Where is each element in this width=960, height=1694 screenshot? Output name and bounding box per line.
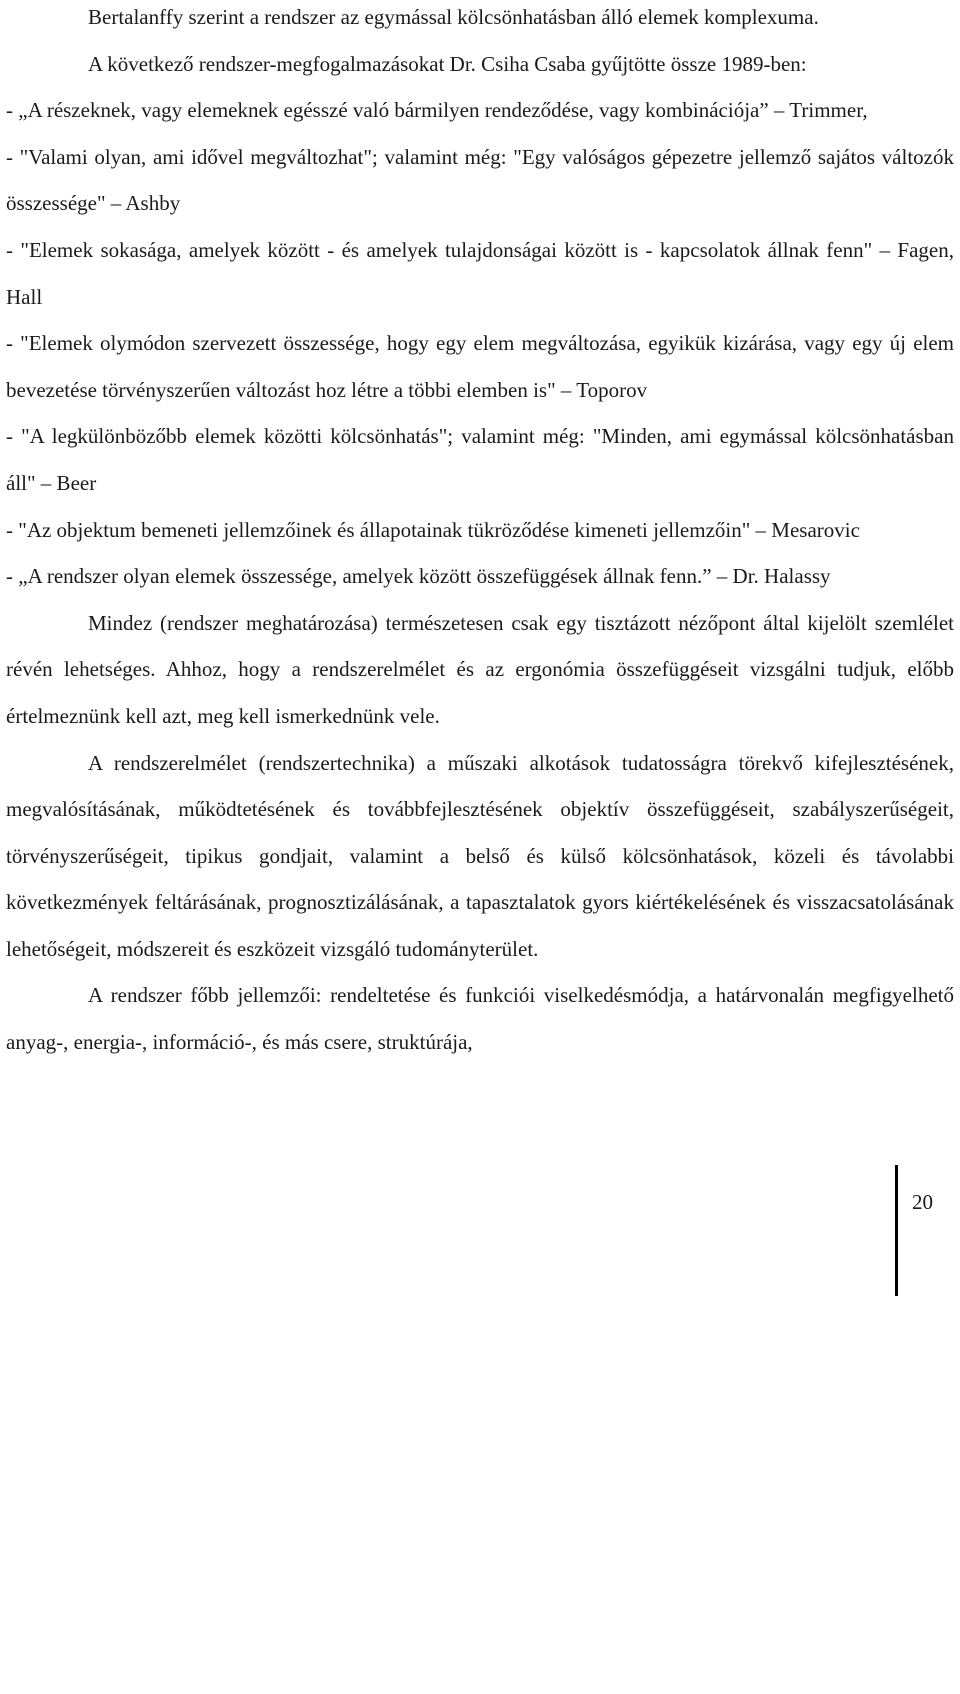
document-body — [6, 0, 954, 1066]
paragraph-bertalanffy-definition: Bertalanffy szerint a rendszer az egymással kölcsönhatásban álló elemek komplexuma. — [88, 5, 819, 29]
paragraph-viewpoint: Mindez (rendszer meghatározása) természetesen csak egy tisztázott nézőpont által kijelölt szemlélet révén lehetséges. Ahhoz, hogy a rendszerelmélet és az ergonómia összefüggéseit vizsgálni tudjuk, előbb értelmeznünk kell azt, meg kell ismerkednünk vele. — [6, 610, 954, 728]
definition-item-halassy: - „A rendszer olyan elemek összessége, amelyek között összefüggések állnak fenn.” – Dr. Halassy — [6, 564, 831, 589]
definition-item-ashby: - "Valami olyan, ami idővel megváltozhat"; valamint még: "Egy valóságos gépezetre jellemző sajátos változók összessége" – Ashby — [6, 144, 954, 216]
page-number: 20 — [912, 1190, 933, 1214]
definition-item-trimmer: - „A részeknek, vagy elemeknek egésszé való bármilyen rendeződése, vagy kombinációja” – Trimmer, — [6, 98, 868, 123]
paragraph-systems-theory: A rendszerelmélet (rendszertechnika) a műszaki alkotások tudatosságra törekvő kifejlesztésének, megvalósításának, működtetésének és továbbfejlesztésének objektív összefüggéseit, szabályszerűségeit, törvényszerűségeit, tipikus gondjait, valamint a belső és külső kölcsönhatások, közeli és távolabbi következmények feltárásának, prognosztizálásának, a tapasztalatok gyors kiértékelésének és visszacsatolásának lehetőségeit, módszereit és eszközeit vizsgáló tudományterület. — [6, 750, 954, 961]
paragraph-csiha-intro: A következő rendszer-megfogalmazásokat Dr. Csiha Csaba gyűjtötte össze 1989-ben: — [88, 51, 807, 76]
definition-item-mesarovic: - "Az objektum bemeneti jellemzőinek és állapotainak tükröződése kimeneti jellemzőin" – Mesarovic — [6, 517, 860, 542]
definition-item-fagen-hall: - "Elemek sokasága, amelyek között - és amelyek tulajdonságai között is - kapcsolatok állnak fenn" – Fagen, Hall — [6, 237, 954, 309]
footer-divider — [895, 1165, 898, 1296]
definition-item-toporov: - "Elemek olymódon szervezett összessége, hogy egy elem megváltozása, egyikük kizárása, vagy egy új elem bevezetése törvényszerűen változást hoz létre a többi elemben is" – Toporov — [6, 331, 954, 402]
paragraph-system-characteristics: A rendszer főbb jellemzői: rendeltetése és funkciói viselkedésmódja, a határvonalán megfigyelhető anyag-, energia-, információ-, és más csere, struktúrája, — [6, 983, 954, 1055]
definition-item-beer: - "A legkülönbözőbb elemek közötti kölcsönhatás"; valamint még: "Minden, ami egymással kölcsönhatásban áll" – Beer — [6, 424, 954, 495]
